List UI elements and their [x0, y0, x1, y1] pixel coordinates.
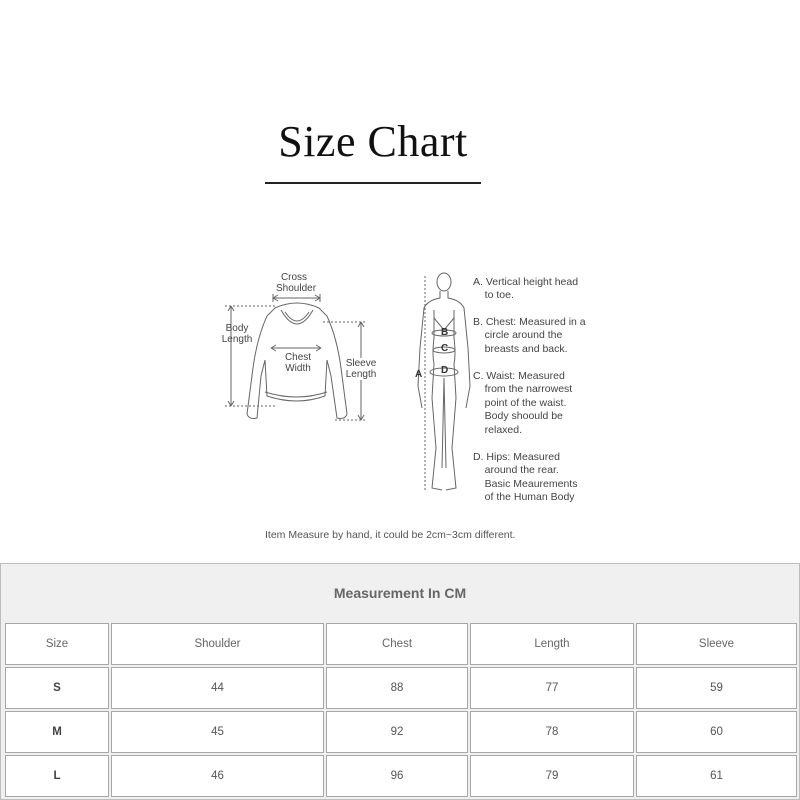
table-cell-shoulder: 46 — [111, 755, 324, 797]
header-shoulder: Shoulder — [111, 623, 324, 665]
table-cell-length: 78 — [470, 711, 634, 753]
table-cell-sleeve: 60 — [636, 711, 797, 753]
note-a: A. Vertical height head to toe. — [473, 276, 579, 302]
table-row-size: L — [5, 755, 109, 797]
table-row-size: M — [5, 711, 109, 753]
table-cell-sleeve: 61 — [636, 755, 797, 797]
note-c: C. Waist: Measured from the narrowest point of the waist. Body shoould be relaxed. — [473, 370, 573, 436]
header-length: Length — [470, 623, 634, 665]
table-cell-shoulder: 45 — [111, 711, 324, 753]
letter-b: B — [441, 327, 449, 338]
note-b: B. Chest: Measured in a circle around the breasts and back. — [473, 316, 586, 355]
letter-c: C — [441, 343, 449, 354]
table-cell-length: 79 — [470, 755, 634, 797]
letter-d: D — [441, 365, 449, 376]
table-cell-chest: 88 — [326, 667, 468, 709]
letter-a: A — [415, 369, 423, 380]
body-diagram — [410, 268, 474, 496]
cross-shoulder-label: Cross Shoulder — [276, 272, 317, 294]
note-d: D. Hips: Measured around the rear. Basic Meaurements of the Human Body — [473, 451, 578, 504]
title-underline — [265, 182, 481, 184]
header-sleeve: Sleeve — [636, 623, 797, 665]
measure-note: Item Measure by hand, it could be 2cm~3cm different. — [265, 529, 516, 541]
measurement-table — [0, 563, 800, 800]
size-chart-title: Size Chart — [278, 117, 468, 166]
header-chest: Chest — [326, 623, 468, 665]
table-caption: Measurement In CM — [333, 585, 467, 601]
table-cell-chest: 92 — [326, 711, 468, 753]
table-row-size: S — [5, 667, 109, 709]
body-length-label: Body Length — [221, 323, 253, 345]
table-cell-shoulder: 44 — [111, 667, 324, 709]
header-size: Size — [5, 623, 109, 665]
table-cell-length: 77 — [470, 667, 634, 709]
chest-width-label: Chest Width — [281, 352, 315, 374]
table-cell-sleeve: 59 — [636, 667, 797, 709]
table-cell-chest: 96 — [326, 755, 468, 797]
sleeve-length-label: Sleeve Length — [343, 358, 379, 380]
